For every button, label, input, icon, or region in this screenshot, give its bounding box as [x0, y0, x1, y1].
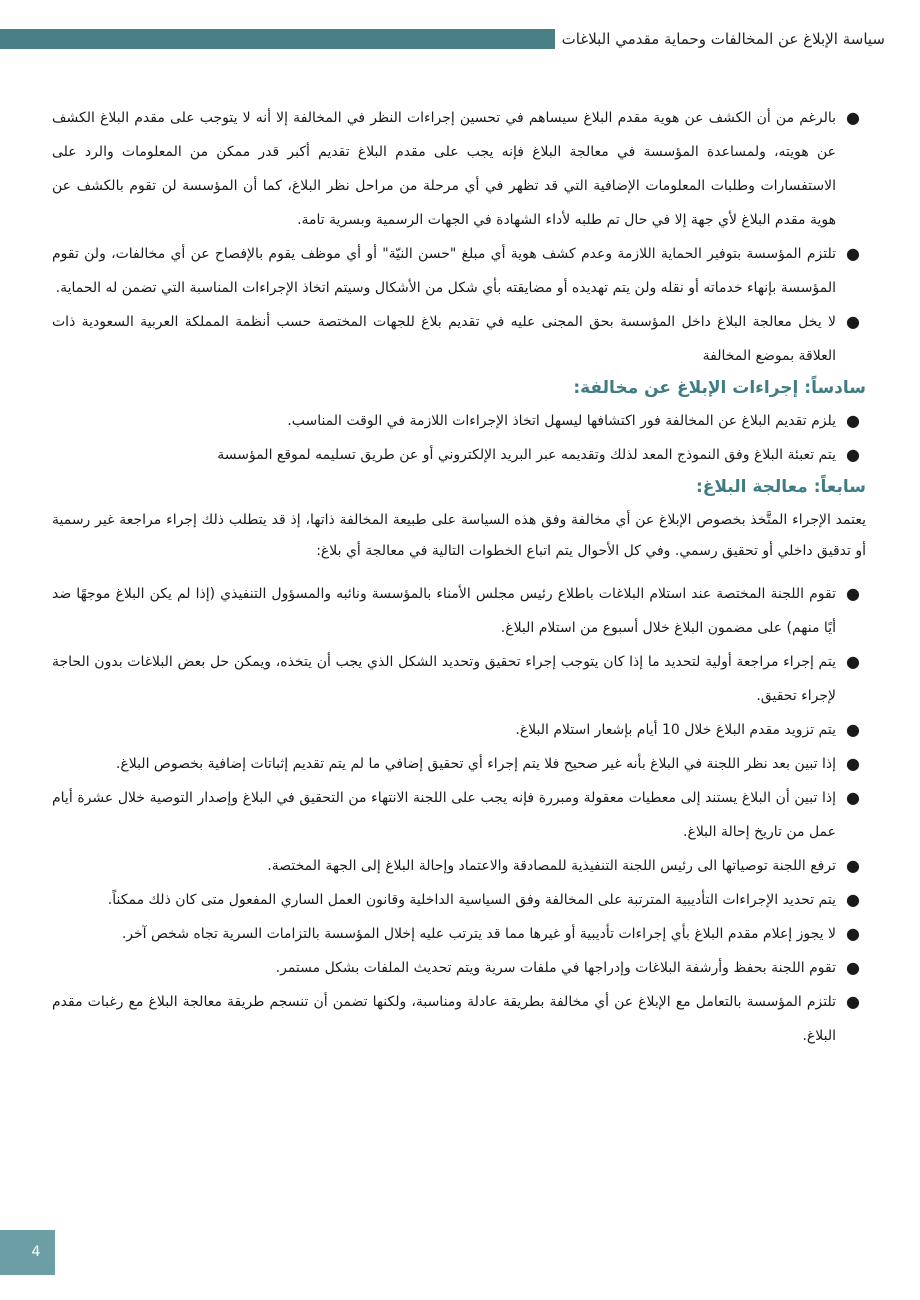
- list-item-text: تلتزم المؤسسة بالتعامل مع الإبلاغ عن أي مخالفة بطريقة عادلة ومناسبة، ولكنها تضمن أن تنسجم طريقة معالجة البلاغ مع رغبات مقدم البلاغ.: [52, 994, 836, 1044]
- bullet-icon: ●: [846, 584, 860, 603]
- section-heading-report-processing: سابعاً: معالجة البلاغ:: [695, 477, 866, 497]
- list-item-text: بالرغم من أن الكشف عن هوية مقدم البلاغ سيساهم في تحسين إجراءات النظر في المخالفة إلا أنه لا يتوجب على مقدم البلاغ الكشف عن هويته، ولمساعدة المؤسسة في معالجة البلاغ فإنه يجب على مقدم البلاغ تقديم أكبر قدر ممكن من المعلومات والرد على الاستفسارات وطلبات المعلومات الإضافية التي قد تظهر في أي مرحلة من مراحل نظر البلاغ، كما أن المؤسسة لن تقوم بالكشف عن هوية مقدم البلاغ لأي جهة إلا في حال تم طلبه لأداء الشهادة في الجهات الرسمية وبسرية تامة.: [52, 110, 836, 228]
- bullet-icon: ●: [846, 108, 860, 127]
- list-item: [52, 404, 866, 438]
- list-item: [52, 849, 866, 883]
- section-intro-paragraph: يعتمد الإجراء المتَّخذ بخصوص الإبلاغ عن أي مخالفة وفق هذه السياسة على طبيعة المخالفة ذاتها، إذ قد يتطلب ذلك إجراء مراجعة غير رسمية أو تدقيق داخلي أو تحقيق رسمي. وفي كل الأحوال يتم اتباع الخطوات التالية في معالجة أي بلاغ:: [52, 512, 866, 559]
- bullet-icon: ●: [846, 445, 860, 464]
- list-item: [52, 917, 866, 951]
- list-item: [52, 951, 866, 985]
- list-item: [52, 985, 866, 1053]
- list-item: [52, 645, 866, 713]
- document-body: [52, 101, 866, 1053]
- list-item: [52, 781, 866, 849]
- page-number-box: [0, 1230, 55, 1275]
- list-item: [52, 101, 866, 237]
- list-item-text: تلتزم المؤسسة بتوفير الحماية اللازمة وعدم كشف هوية أي مبلغ "حسن النيّة" أو أي موظف يقوم بالإفصاح عن أي مخالفات، ولن تقوم المؤسسة بإنهاء خدماته أو نقله ولن يتم تهديده أو مضايقته بأي شكل من الأشكال وسيتم اتخاذ الإجراءات المناسبة التي تضمن له الحماية.: [52, 246, 836, 296]
- bullet-icon: ●: [846, 924, 860, 943]
- list-item: [52, 883, 866, 917]
- list-item-text: يتم إجراء مراجعة أولية لتحديد ما إذا كان يتوجب إجراء تحقيق وتحديد الشكل الذي يجب أن يتخذه، ويمكن حل بعض البلاغات بدون الحاجة لإجراء تحقيق.: [52, 654, 836, 704]
- bullet-icon: ●: [846, 312, 860, 331]
- list-item-text: يتم تحديد الإجراءات التأديبية المترتبة على المخالفة وفق السياسية الداخلية وقانون العمل الساري المفعول متى كان ذلك ممكناً.: [107, 892, 836, 908]
- bullet-list-reporting: [52, 404, 866, 472]
- list-item: [52, 713, 866, 747]
- page-header-title: سياسة الإبلاغ عن المخالفات وحماية مقدمي البلاغات: [561, 30, 885, 48]
- header-accent-bar: [0, 29, 555, 49]
- list-item-text: يتم تعبئة البلاغ وفق النموذج المعد لذلك وتقديمه عبر البريد الإلكتروني أو عن طريق تسليمه لموقع المؤسسة: [217, 447, 836, 463]
- list-item-text: لا يجوز إعلام مقدم البلاغ بأي إجراءات تأديبية أو غيرها مما قد يترتب عليه إخلال المؤسسة بالتزامات السرية تجاه شخص آخر.: [121, 926, 836, 942]
- bullet-icon: ●: [846, 652, 860, 671]
- list-item-text: إذا تبين أن البلاغ يستند إلى معطيات معقولة ومبررة فإنه يجب على اللجنة الانتهاء من التحقيق في البلاغ وإصدار التوصية خلال عشرة أيام عمل من تاريخ إحالة البلاغ.: [52, 790, 836, 840]
- list-item-text: تقوم اللجنة المختصة عند استلام البلاغات باطلاع رئيس مجلس الأمناء بالمؤسسة ونائبه والمسؤول التنفيذي (إذا لم يكن البلاغ موجهًا ضد أيًا منهم) على مضمون البلاغ خلال أسبوع من استلام البلاغ.: [52, 586, 836, 636]
- section-heading-reporting-procedures: سادساً: إجراءات الإبلاغ عن مخالفة:: [573, 378, 866, 398]
- list-item: [52, 438, 866, 472]
- list-item-text: ترفع اللجنة توصياتها الى رئيس اللجنة التنفيذية للمصادقة والاعتماد وإحالة البلاغ إلى الجهة المختصة.: [267, 858, 836, 874]
- bullet-icon: ●: [846, 890, 860, 909]
- list-item-text: يتم تزويد مقدم البلاغ خلال 10 أيام بإشعار استلام البلاغ.: [515, 722, 836, 738]
- list-item: [52, 305, 866, 373]
- bullet-list-intro: [52, 101, 866, 373]
- bullet-icon: ●: [846, 244, 860, 263]
- bullet-icon: ●: [846, 992, 860, 1011]
- bullet-icon: ●: [846, 754, 860, 773]
- bullet-icon: ●: [846, 788, 860, 807]
- list-item: [52, 577, 866, 645]
- list-item-text: يلزم تقديم البلاغ عن المخالفة فور اكتشافها ليسهل اتخاذ الإجراءات اللازمة في الوقت المناسب.: [287, 413, 836, 429]
- bullet-icon: ●: [846, 720, 860, 739]
- bullet-icon: ●: [846, 856, 860, 875]
- list-item-text: تقوم اللجنة بحفظ وأرشفة البلاغات وإدراجها في ملفات سرية ويتم تحديث الملفات بشكل مستمر.: [275, 960, 836, 976]
- page-number: 4: [31, 1244, 41, 1260]
- bullet-list-processing: [52, 577, 866, 1053]
- bullet-icon: ●: [846, 411, 860, 430]
- list-item-text: إذا تبين بعد نظر اللجنة في البلاغ بأنه غير صحيح فلا يتم إجراء أي تحقيق إضافي ما لم يتم تقديم إثباتات إضافية بخصوص البلاغ.: [115, 756, 836, 772]
- list-item-text: لا يخل معالجة البلاغ داخل المؤسسة بحق المجنى عليه في تقديم بلاغ للجهات المختصة حسب أنظمة المملكة العربية السعودية ذات العلاقة بموضع المخالفة: [52, 314, 836, 364]
- list-item: [52, 747, 866, 781]
- bullet-icon: ●: [846, 958, 860, 977]
- list-item: [52, 237, 866, 305]
